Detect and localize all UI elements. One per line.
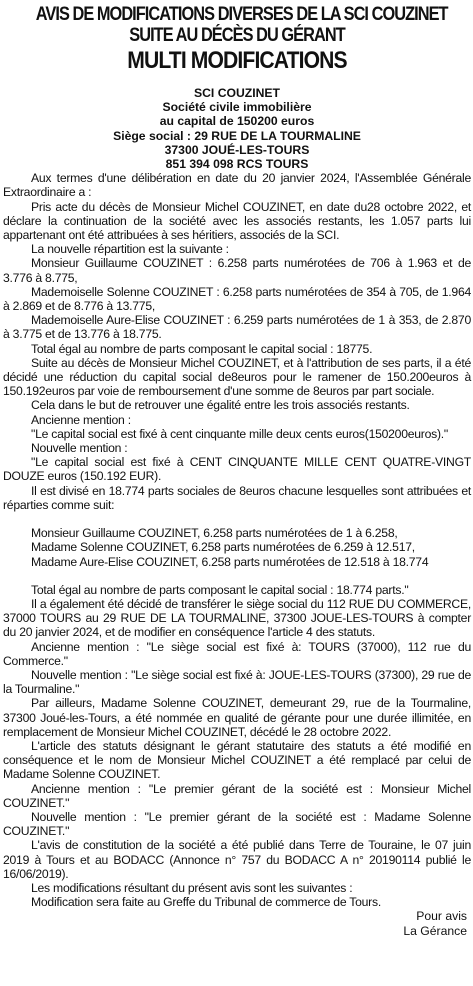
paragraph: Cela dans le but de retrouver une égalité entre les trois associés restants. — [31, 398, 410, 413]
paragraph: Mademoiselle Solenne COUZINET : 6.258 parts numérotées de 354 à 705, de 1.964 à 2.869 et de 8.776 à 13.775, — [3, 284, 471, 314]
paragraph: Ancienne mention : "Le premier gérant de la société est : Monsieur Michel COUZINET." — [3, 781, 471, 810]
signature-line: Pour avis — [416, 909, 467, 924]
list-item: Madame Aure-Elise COUZINET, 6.258 parts numérotées de 12.518 à 18.774 — [31, 554, 429, 569]
paragraph: Nouvelle mention : "Le siège social est fixé à: JOUE-LES-TOURS (37300), 29 rue de la Tourmaline." — [3, 667, 471, 697]
company-capital: au capital de 150200 euros — [159, 114, 315, 129]
paragraph: Il a également été décidé de transférer le siège social du 112 RUE DU COMMERCE, 37000 TOURS au 29 RUE DE LA TOURMALINE, 37300 JOUE-LES-TOURS à compter du 20 janvier 2024, et de modifier en conséquence l'article 4 des statuts. — [3, 596, 471, 640]
notice-body — [3, 171, 471, 909]
list-item: Madame Solenne COUZINET, 6.258 parts numérotées de 6.259 à 12.517, — [31, 540, 415, 555]
paragraph: L'avis de constitution de la société a été publié dans Terre de Touraine, le 07 juin 2019 à Tours et au BODACC (Annonce n° 757 du BODACC A n° 20190114 publié le 16/06/2019). — [3, 838, 471, 881]
paragraph: Modification sera faite au Greffe du Tribunal de commerce de Tours. — [31, 895, 381, 910]
paragraph: Par ailleurs, Madame Solenne COUZINET, demeurant 29, rue de la Tourmaline, 37300 Joué-les-Tours, a été nommée en qualité de gérante pour une durée illimitée, en remplacement de Monsieur Michel COUZINET, décédé le 28 octobre 2022. — [3, 696, 471, 739]
paragraph: Les modifications résultant du présent avis sont les suivantes : — [31, 880, 353, 895]
notice-heading: MULTI MODIFICATIONS — [127, 47, 347, 74]
company-form: Société civile immobilière — [162, 100, 312, 115]
company-name: SCI COUZINET — [194, 86, 280, 100]
paragraph: Nouvelle mention : — [31, 441, 128, 456]
paragraph: La nouvelle répartition est la suivante : — [31, 242, 229, 257]
paragraph: L'article des statuts désignant le gérant statutaire des statuts a été modifié en conséquence et le nom de Monsieur Michel COUZINET a été remplacé par celui de Madame Solenne COUZINET. — [3, 738, 471, 782]
company-rcs: 851 394 098 RCS TOURS — [165, 157, 309, 172]
company-seat: Siège social : 29 RUE DE LA TOURMALINE — [113, 128, 361, 143]
company-header — [3, 86, 471, 171]
paragraph: Nouvelle mention : "Le premier gérant de la société est : Madame Solenne COUZINET." — [3, 809, 471, 839]
notice-title: AVIS DE MODIFICATIONS DIVERSES DE LA SCI COUZINET — [35, 4, 448, 25]
company-city: 37300 JOUÉ-LES-TOURS — [164, 142, 310, 157]
paragraph: Ancienne mention : "Le siège social est fixé à: TOURS (37000), 112 rue du Commerce." — [3, 639, 471, 668]
paragraph: Aux termes d'une délibération en date du 20 janvier 2024, l'Assemblée Générale Extraordinaire a : — [3, 171, 471, 200]
list-item: Monsieur Guillaume COUZINET, 6.258 parts numérotées de 1 à 6.258, — [31, 526, 398, 541]
paragraph: Mademoiselle Aure-Elise COUZINET : 6.259 parts numérotées de 1 à 353, de 2.870 à 3.775 et de 13.776 à 18.775. — [3, 313, 471, 342]
shareholder-list — [3, 526, 471, 569]
paragraph: Total égal au nombre de parts composant le capital social : 18775. — [31, 341, 373, 356]
paragraph: Il est divisé en 18.774 parts sociales de 8euros chacune lesquelles sont attribuées et réparties comme suit: — [3, 483, 471, 512]
signature-name: La Gérance — [403, 923, 467, 938]
notice-subtitle: SUITE AU DÉCÈS DU GÉRANT — [129, 25, 345, 46]
paragraph: "Le capital social est fixé à cent cinquante mille deux cents euros(150200euros)." — [31, 426, 448, 441]
paragraph: Ancienne mention : — [31, 412, 131, 427]
paragraph: Total égal au nombre de parts composant le capital social : 18.774 parts." — [31, 582, 409, 597]
paragraph: Pris acte du décès de Monsieur Michel COUZINET, en date du28 octobre 2022, et déclare la continuation de la société avec les associés restants, les 1.057 parts lui appartenant ont été attribuées à ses héritiers, associés de la SCI. — [3, 199, 471, 243]
paragraph: Monsieur Guillaume COUZINET : 6.258 parts numérotées de 706 à 1.963 et de 3.776 à 8.775, — [3, 256, 471, 285]
signature-block — [3, 909, 471, 937]
paragraph: Suite au décès de Monsieur Michel COUZINET, et à l'attribution de ses parts, il a été décidé une réduction du capital social de8euros pour le ramener de 150.200euros à 150.192euros par voie de remboursement d'une somme de 8euros par part sociale. — [3, 355, 471, 399]
paragraph: "Le capital social est fixé à CENT CINQUANTE MILLE CENT QUATRE-VINGT DOUZE euros (150.192 EUR). — [3, 455, 471, 484]
